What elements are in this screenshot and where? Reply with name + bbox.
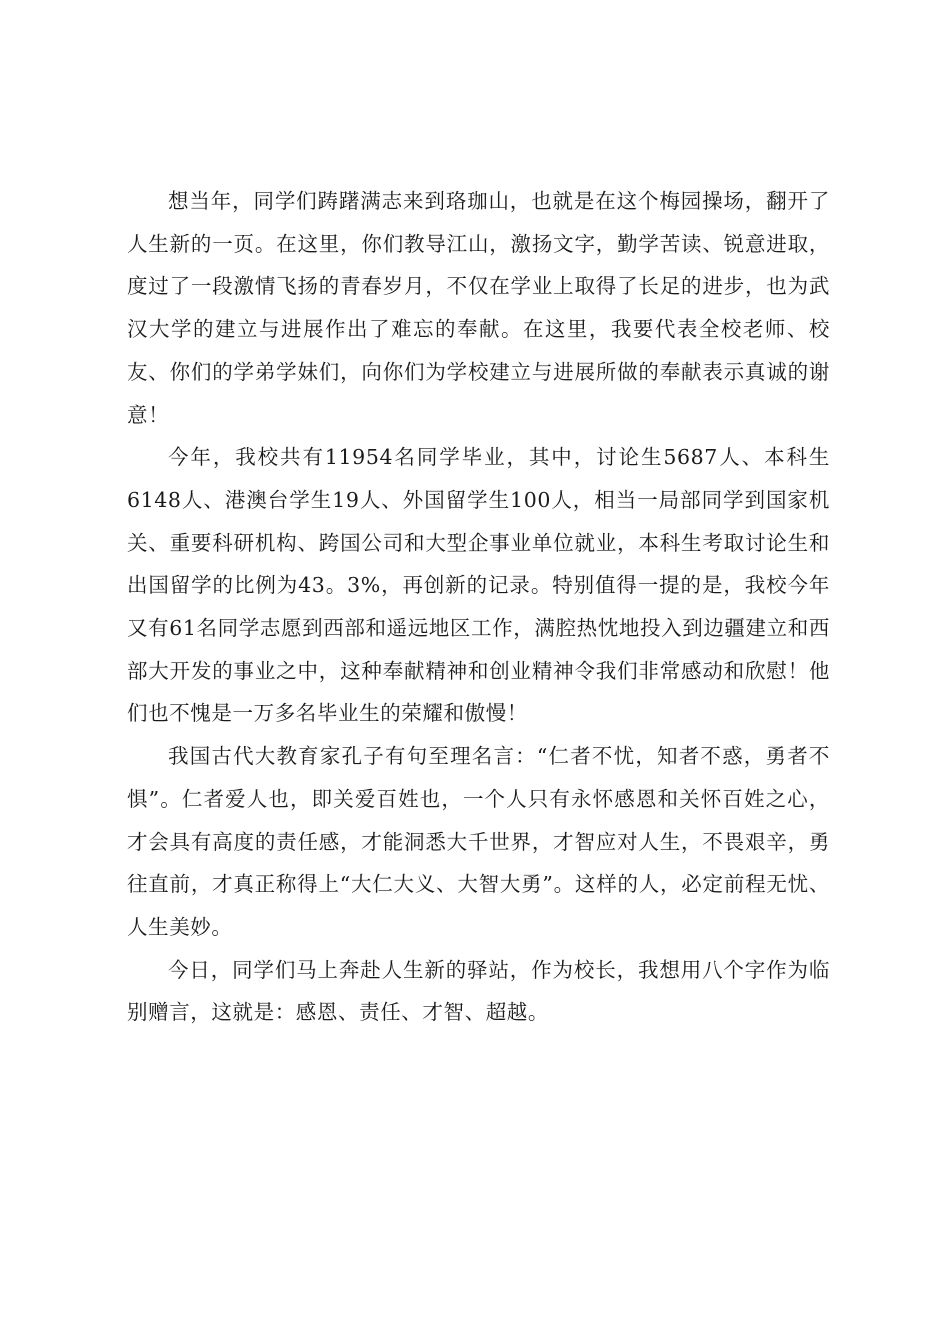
paragraph-2: 今年，我校共有11954名同学毕业，其中，讨论生5687人、本科生6148人、港澳台学生19人、外国留学生100人，相当一局部同学到国家机关、重要科研机构、跨国公司和大型企事业单位就业，本科生考取讨论生和出国留学的比例为43。3%，再创新的记录。特别值得一提的是，我校今年又有61名同学志愿到西部和遥远地区工作，满腔热忱地投入到边疆建立和西部大开发的事业之中，这种奉献精神和创业精神令我们非常感动和欣慰！他们也不愧是一万多名毕业生的荣耀和傲慢！ (127, 445, 830, 726)
paragraph-4: 今日，同学们马上奔赴人生新的驿站，作为校长，我想用八个字作为临别赠言，这就是：感恩、责任、才智、超越。 (127, 957, 830, 1025)
paragraph-3: 我国古代大教育家孔子有句至理名言：“仁者不忧，知者不惑，勇者不惧”。仁者爱人也，即关爱百姓也，一个人只有永怀感恩和关怀百姓之心，才会具有高度的责任感，才能洞悉大千世界，才智应对人生，不畏艰辛，勇往直前，才真正称得上“大仁大义、大智大勇”。这样的人，必定前程无忧、人生美妙。 (127, 744, 830, 939)
document-body (127, 180, 830, 1034)
paragraph-1: 想当年，同学们踌躇满志来到珞珈山，也就是在这个梅园操场，翻开了人生新的一页。在这里，你们教导江山，激扬文字，勤学苦读、锐意进取，度过了一段激情飞扬的青春岁月，不仅在学业上取得了长足的进步，也为武汉大学的建立与进展作出了难忘的奉献。在这里，我要代表全校老师、校友、你们的学弟学妹们，向你们为学校建立与进展所做的奉献表示真诚的谢意！ (127, 189, 830, 427)
